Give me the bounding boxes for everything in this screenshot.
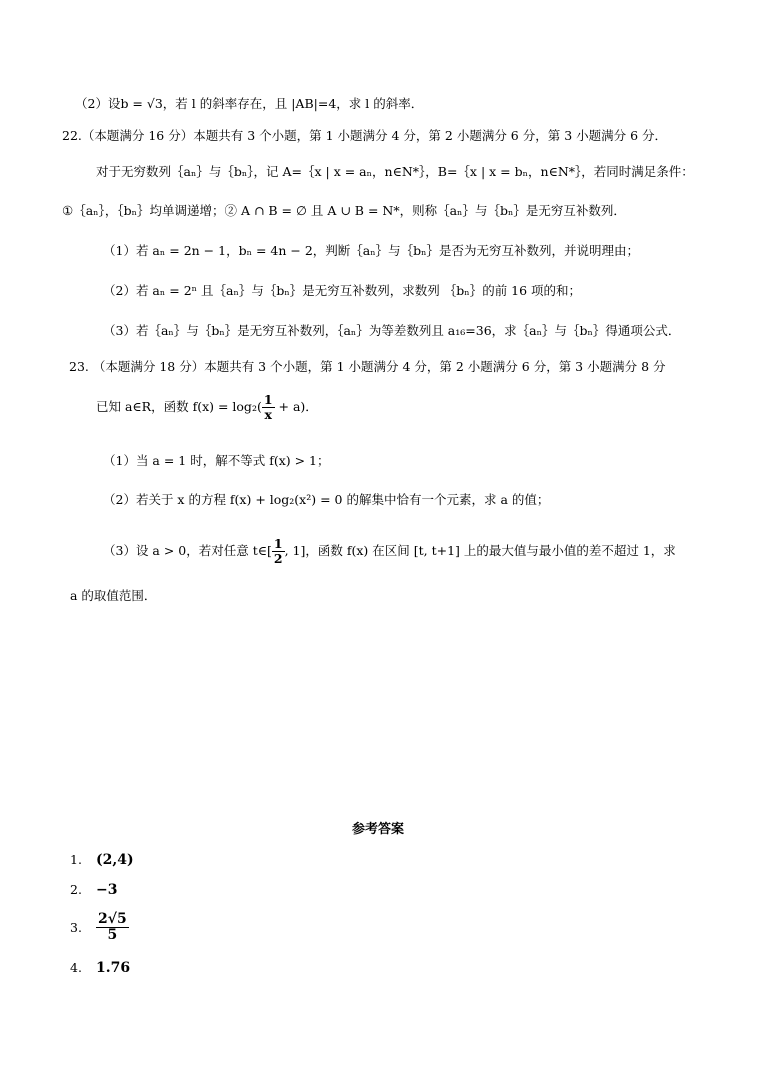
q23-header: 23. （本题满分 18 分）本题共有 3 个小题，第 1 小题满分 4 分，第 2 小题满分 6 分，第 3 小题满分 8 分	[69, 359, 666, 374]
q23-given-post: + a)．	[274, 398, 318, 414]
answer-item	[70, 960, 130, 977]
fraction-numerator: 1	[273, 536, 283, 551]
q22-part1: （1）若 aₙ = 2n − 1，bₙ = 4n − 2，判断｛aₙ｝与｛bₙ｝是否为无穷互补数列，并说明理由；	[103, 243, 640, 258]
answer-number: 4.	[70, 960, 82, 975]
fraction	[262, 393, 275, 422]
q23-part3-pre: （3）设 a > 0，若对任意 t∈[	[103, 542, 272, 558]
q22-part3: （3）若｛aₙ｝与｛bₙ｝是无穷互补数列，｛aₙ｝为等差数列且 a₁₆=36，求｛aₙ｝与｛bₙ｝得通项公式．	[103, 323, 681, 338]
answer-value: (2,4)	[96, 852, 134, 868]
answer-item	[70, 912, 129, 944]
fraction	[272, 537, 285, 566]
answer-value: −3	[96, 882, 118, 898]
q22-condition: ①｛aₙ｝，｛bₙ｝均单调递增；② A ∩ B = ∅ 且 A ∪ B = N*，则称｛aₙ｝与｛bₙ｝是无穷互补数列．	[62, 203, 626, 218]
answer-number: 2.	[70, 882, 82, 897]
q23-part3-post: , 1]，函数 f(x) 在区间 [t, t+1] 上的最大值与最小值的差不超过 1，求	[284, 542, 676, 558]
q23-given-pre: 已知 a∈R，函数 f(x) = log₂(	[96, 398, 262, 414]
fraction-denominator: 5	[107, 927, 118, 944]
q21-part2-text: （2）设b = √3，若 l 的斜率存在，且 |AB|=4，求 l 的斜率．	[75, 96, 424, 111]
answer-item	[70, 852, 134, 869]
answer-number: 1.	[70, 852, 82, 867]
answer-value: 1.76	[96, 960, 131, 976]
fraction-denominator: x	[264, 406, 272, 422]
fraction-numerator: 1	[263, 392, 273, 407]
answers-title: 参考答案	[352, 822, 405, 837]
answer-item	[70, 882, 117, 899]
q23-part3	[103, 537, 676, 566]
answer-fraction	[96, 912, 129, 944]
q23-given	[96, 393, 318, 422]
q23-part1: （1）当 a = 1 时，解不等式 f(x) > 1；	[103, 453, 330, 468]
q22-definition: 对于无穷数列｛aₙ｝与｛bₙ｝，记 A=｛x | x = aₙ，n∈N*｝，B=｛x | x = bₙ，n∈N*｝，若同时满足条件：	[96, 164, 694, 179]
q23-part2: （2）若关于 x 的方程 f(x) + log₂(x²) = 0 的解集中恰有一个元素，求 a 的值；	[103, 492, 550, 507]
q23-part3-tail: a 的取值范围．	[70, 588, 157, 603]
fraction-numerator: 2√5	[98, 911, 127, 927]
q22-part2: （2）若 aₙ = 2ⁿ 且｛aₙ｝与｛bₙ｝是无穷互补数列，求数列 ｛bₙ｝的前 16 项的和；	[103, 283, 582, 298]
answer-number: 3.	[70, 920, 82, 936]
q22-header: 22.（本题满分 16 分）本题共有 3 个小题，第 1 小题满分 4 分，第 2 小题满分 6 分，第 3 小题满分 6 分．	[62, 128, 668, 143]
fraction-denominator: 2	[273, 550, 283, 566]
